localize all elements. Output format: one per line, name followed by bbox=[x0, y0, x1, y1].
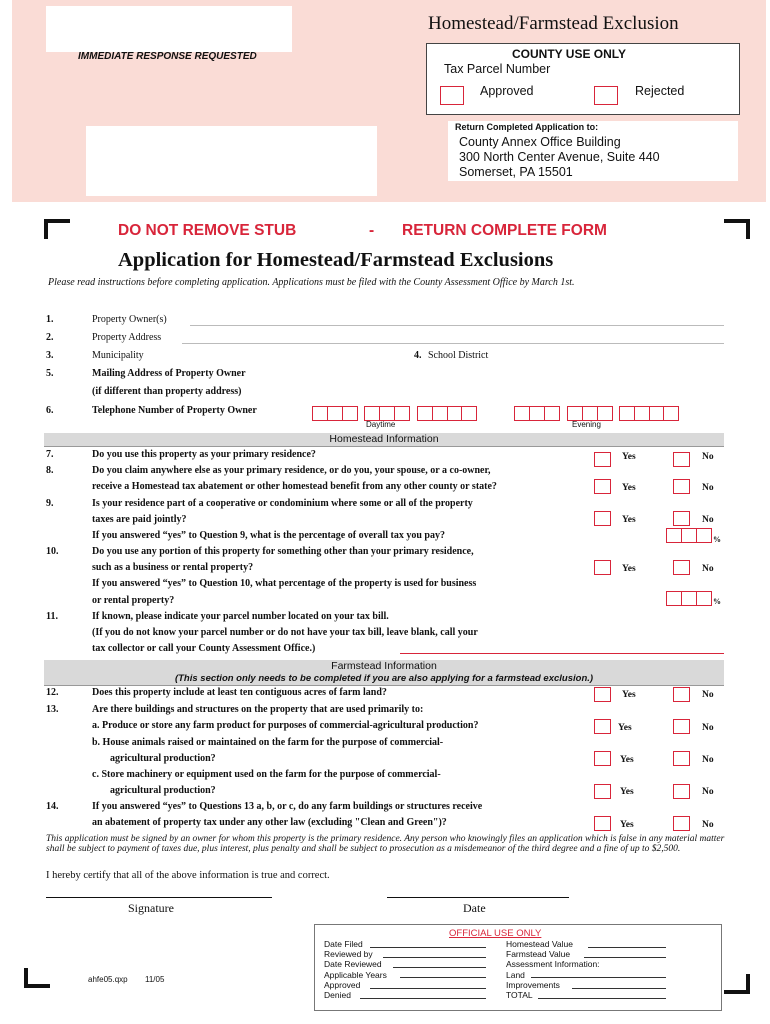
q7-no-label: No bbox=[702, 452, 714, 462]
q3-label: Municipality bbox=[92, 350, 144, 361]
certification-text: I hereby certify that all of the above information is true and correct. bbox=[46, 870, 330, 881]
immediate-response-label: IMMEDIATE RESPONSE REQUESTED bbox=[78, 51, 257, 62]
q1-label: Property Owner(s) bbox=[92, 314, 167, 325]
official-denied: Denied bbox=[324, 990, 351, 1001]
rejected-checkbox[interactable] bbox=[594, 86, 618, 105]
official-land: Land bbox=[506, 969, 525, 980]
official-assessment-info: Assessment Information: bbox=[506, 959, 600, 970]
q5-number: 5. bbox=[46, 368, 54, 379]
date-filed-line[interactable] bbox=[370, 947, 486, 948]
q13a-no-checkbox[interactable] bbox=[673, 719, 690, 734]
q13b-yes-checkbox[interactable] bbox=[594, 751, 611, 766]
q10-yes-label: Yes bbox=[622, 564, 636, 574]
q4-number: 4. bbox=[414, 350, 422, 361]
q8-number: 8. bbox=[46, 465, 54, 476]
stub-title: Homestead/Farmstead Exclusion bbox=[428, 13, 679, 34]
homestead-value-line[interactable] bbox=[588, 947, 666, 948]
q7-yes-label: Yes bbox=[622, 452, 636, 462]
official-total: TOTAL bbox=[506, 990, 533, 1001]
land-line[interactable] bbox=[531, 977, 666, 978]
farmstead-title: Farmstead Information bbox=[331, 660, 437, 672]
evening-area-code[interactable] bbox=[514, 406, 560, 421]
date-reviewed-line[interactable] bbox=[393, 967, 486, 968]
reviewed-by-line[interactable] bbox=[383, 957, 486, 958]
q10-label-2: such as a business or rental property? bbox=[92, 562, 254, 573]
official-right-labels bbox=[506, 939, 600, 1000]
evening-prefix[interactable] bbox=[567, 406, 613, 421]
q4-label: School District bbox=[428, 350, 489, 361]
official-farmstead-value: Farmstead Value bbox=[506, 949, 571, 960]
q12-number: 12. bbox=[46, 687, 59, 698]
q9-yes-checkbox[interactable] bbox=[594, 511, 611, 526]
corner-mark-top-left bbox=[44, 219, 70, 239]
q8-label-2: receive a Homestead tax abatement or other homestead benefit from any other county or state? bbox=[92, 481, 497, 492]
q9-percent-sign: % bbox=[713, 535, 721, 544]
approved-label: Approved bbox=[480, 84, 534, 98]
footer-code: ahfe05.qxp bbox=[88, 975, 128, 984]
official-use-title: OFFICIAL USE ONLY bbox=[449, 928, 542, 939]
q9-followup: If you answered “yes” to Question 9, what is the percentage of overall tax you pay? bbox=[92, 530, 445, 541]
stub-id-box bbox=[46, 6, 292, 52]
q3-number: 3. bbox=[46, 350, 54, 361]
q10-followup: If you answered “yes” to Question 10, what percentage of the property is used for business bbox=[92, 578, 477, 589]
q13a-no-label: No bbox=[702, 723, 714, 733]
q13c-yes-checkbox[interactable] bbox=[594, 784, 611, 799]
q10-followup-2: or rental property? bbox=[92, 595, 175, 606]
q6-label: Telephone Number of Property Owner bbox=[92, 405, 257, 416]
approved-checkbox[interactable] bbox=[440, 86, 464, 105]
q14-no-label: No bbox=[702, 820, 714, 830]
q8-label: Do you claim anywhere else as your primary residence, or do you, your spouse, or a co-owner, bbox=[92, 465, 491, 476]
q13c-yes-label: Yes bbox=[620, 787, 634, 797]
return-address-line1: County Annex Office Building bbox=[459, 135, 621, 149]
q7-no-checkbox[interactable] bbox=[673, 452, 690, 467]
footer-date: 11/05 bbox=[145, 975, 165, 984]
q13a-label: a. Produce or store any farm product for purposes of commercial-agricultural production? bbox=[92, 720, 479, 731]
q12-no-checkbox[interactable] bbox=[673, 687, 690, 702]
q8-yes-checkbox[interactable] bbox=[594, 479, 611, 494]
q13a-yes-label: Yes bbox=[618, 723, 632, 733]
q13b-yes-label: Yes bbox=[620, 755, 634, 765]
q10-percent-field[interactable] bbox=[666, 591, 712, 606]
instructions: Please read instructions before completing application. Applications must be filed with the County Assessment Office by March 1st. bbox=[48, 277, 575, 288]
date-label: Date bbox=[463, 901, 486, 915]
q13c-label: c. Store machinery or equipment used on the farm for the purpose of commercial- bbox=[92, 769, 441, 780]
q14-label-2: an abatement of property tax under any other law (excluding "Clean and Green")? bbox=[92, 817, 447, 828]
corner-mark-bottom-right bbox=[724, 974, 750, 994]
warning-text: This application must be signed by an owner for whom this property is the primary residence. Any person who knowingly files an application which is false in any material matter shall be subject to payment of taxes due, plus interest, plus penalty and shall be subject to prosecution as a misdemeanor of the third degree and a fine of up to $2,500. bbox=[46, 834, 725, 854]
form-title: Application for Homestead/Farmstead Exclusions bbox=[118, 249, 554, 271]
return-label: Return Completed Application to: bbox=[455, 122, 599, 132]
q13a-yes-checkbox[interactable] bbox=[594, 719, 611, 734]
q13-number: 13. bbox=[46, 704, 59, 715]
farmstead-value-line[interactable] bbox=[584, 957, 666, 958]
signature-field[interactable] bbox=[46, 897, 272, 898]
q1-number: 1. bbox=[46, 314, 54, 325]
q7-label: Do you use this property as your primary residence? bbox=[92, 449, 316, 460]
q12-label: Does this property include at least ten contiguous acres of farm land? bbox=[92, 687, 387, 698]
farmstead-subtitle: (This section only needs to be completed if you are also applying for a farmstead exclusion.) bbox=[174, 673, 594, 684]
q11-label: If known, please indicate your parcel number located on your tax bill. bbox=[92, 611, 389, 622]
q5-label: Mailing Address of Property Owner bbox=[92, 368, 246, 379]
farmstead-header bbox=[44, 660, 724, 686]
daytime-label: Daytime bbox=[366, 420, 396, 429]
q6-number: 6. bbox=[46, 405, 54, 416]
daytime-prefix[interactable] bbox=[364, 406, 410, 421]
q13b-label-2: agricultural production? bbox=[110, 753, 216, 764]
daytime-line[interactable] bbox=[417, 406, 477, 421]
q8-no-checkbox[interactable] bbox=[673, 479, 690, 494]
q13b-no-checkbox[interactable] bbox=[673, 751, 690, 766]
improvements-line[interactable] bbox=[572, 988, 666, 989]
property-address-field[interactable] bbox=[182, 343, 724, 344]
homestead-header: Homestead Information bbox=[44, 433, 724, 447]
q9-percent-field[interactable] bbox=[666, 528, 712, 543]
official-date-reviewed: Date Reviewed bbox=[324, 959, 382, 970]
daytime-area-code[interactable] bbox=[312, 406, 358, 421]
applicable-years-line[interactable] bbox=[400, 977, 486, 978]
owner-field[interactable] bbox=[190, 325, 724, 326]
q12-yes-checkbox[interactable] bbox=[594, 687, 611, 702]
banner-left: DO NOT REMOVE STUB bbox=[118, 222, 297, 239]
q8-no-label: No bbox=[702, 483, 714, 493]
mailing-address-window bbox=[86, 126, 377, 196]
q12-no-label: No bbox=[702, 690, 714, 700]
tax-parcel-label: Tax Parcel Number bbox=[444, 62, 551, 76]
q14-label: If you answered “yes” to Questions 13 a, b, or c, do any farm buildings or structures receive bbox=[92, 801, 483, 812]
q13-label: Are there buildings and structures on the property that are used primarily to: bbox=[92, 704, 424, 715]
q13b-no-label: No bbox=[702, 755, 714, 765]
q9-label: Is your residence part of a cooperative or condominium where some or all of the property bbox=[92, 498, 473, 509]
q10-number: 10. bbox=[46, 546, 59, 557]
q13c-no-label: No bbox=[702, 787, 714, 797]
q9-label-2: taxes are paid jointly? bbox=[92, 514, 187, 525]
q12-yes-label: Yes bbox=[622, 690, 636, 700]
q10-label: Do you use any portion of this property for something other than your primary residence, bbox=[92, 546, 474, 557]
banner-dash: - bbox=[369, 222, 375, 239]
q9-no-label: No bbox=[702, 515, 714, 525]
q10-no-checkbox[interactable] bbox=[673, 560, 690, 575]
q9-yes-label: Yes bbox=[622, 515, 636, 525]
total-line[interactable] bbox=[538, 998, 666, 999]
rejected-label: Rejected bbox=[635, 84, 685, 98]
q5-sublabel: (if different than property address) bbox=[92, 386, 242, 397]
q14-yes-label: Yes bbox=[620, 820, 634, 830]
q9-no-checkbox[interactable] bbox=[673, 511, 690, 526]
q7-yes-checkbox[interactable] bbox=[594, 452, 611, 467]
q11-label-3: tax collector or call your County Assessment Office.) bbox=[92, 643, 316, 654]
official-approved: Approved bbox=[324, 979, 361, 990]
q14-no-checkbox[interactable] bbox=[673, 816, 690, 831]
q14-yes-checkbox[interactable] bbox=[594, 816, 611, 831]
return-address-line2: 300 North Center Avenue, Suite 440 bbox=[459, 150, 660, 164]
parcel-number-field[interactable] bbox=[400, 653, 724, 654]
official-homestead-value: Homestead Value bbox=[506, 939, 573, 949]
q13c-label-2: agricultural production? bbox=[110, 785, 216, 796]
banner-right: RETURN COMPLETE FORM bbox=[402, 222, 607, 239]
q11-label-2: (If you do not know your parcel number or do not have your tax bill, leave blank, call your bbox=[92, 627, 478, 638]
q8-yes-label: Yes bbox=[622, 483, 636, 493]
q9-number: 9. bbox=[46, 498, 54, 509]
official-date-filed: Date Filed bbox=[324, 939, 363, 949]
evening-label: Evening bbox=[572, 420, 601, 429]
q13c-no-checkbox[interactable] bbox=[673, 784, 690, 799]
county-use-title: COUNTY USE ONLY bbox=[512, 47, 627, 61]
corner-mark-bottom-left bbox=[24, 968, 50, 988]
q2-number: 2. bbox=[46, 332, 54, 343]
q14-number: 14. bbox=[46, 801, 59, 812]
official-reviewed-by: Reviewed by bbox=[324, 949, 373, 960]
evening-line[interactable] bbox=[619, 406, 679, 421]
q10-no-label: No bbox=[702, 564, 714, 574]
q10-yes-checkbox[interactable] bbox=[594, 560, 611, 575]
date-field[interactable] bbox=[387, 897, 569, 898]
q11-number: 11. bbox=[46, 611, 58, 622]
official-left-labels bbox=[324, 939, 387, 1000]
q10-percent-sign: % bbox=[713, 597, 721, 606]
q13b-label: b. House animals raised or maintained on the farm for the purpose of commercial- bbox=[92, 737, 444, 748]
denied-line[interactable] bbox=[360, 998, 486, 999]
signature-label: Signature bbox=[128, 901, 174, 915]
approved-line[interactable] bbox=[370, 988, 486, 989]
official-improvements: Improvements bbox=[506, 979, 560, 990]
corner-mark-top-right bbox=[724, 219, 750, 239]
q7-number: 7. bbox=[46, 449, 54, 460]
q2-label: Property Address bbox=[92, 332, 162, 343]
official-applicable-years: Applicable Years bbox=[324, 969, 387, 980]
return-address-line3: Somerset, PA 15501 bbox=[459, 165, 573, 179]
